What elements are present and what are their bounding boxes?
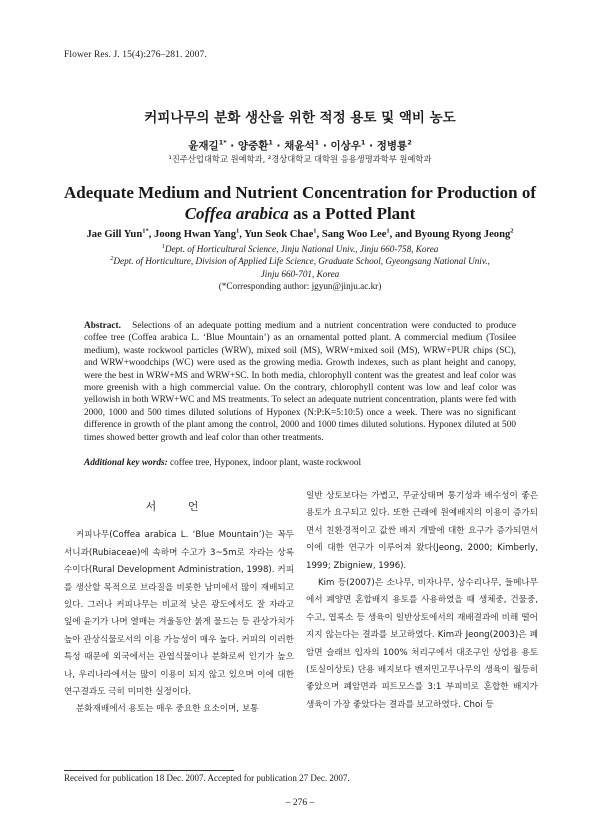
author-name: 윤재길 xyxy=(188,140,219,152)
body-paragraph: 분화재배에서 용토는 매우 중요한 요소이며, 보통 xyxy=(76,704,259,715)
body-column-right xyxy=(306,488,538,714)
english-affiliation: $^1$Dept. of Horticultural Science, Jinju National Univ., Jinju 660-758, Korea $^2$Dept. of Horticulture, Division of Applied Life Science, Graduate School, Gyeongsang National Univ., Jinju 660-701, Korea (*Corresponding author: jgyun@jinju.ac.kr) xyxy=(40,243,560,293)
footnote-divider xyxy=(64,770,234,771)
body-paragraph: 일반 상토보다는 가볍고, 무균상태며 통기성과 배수성이 좋은 용토가 요구되고 있다. 또한 근래에 원예배지의 이용이 증가되면서 친환경적이고 값싼 배지 개발에 대한 요구가 증가되면서 이에 대한 연구가 이루어져 왔다(Jeong, 2000; Kimberly, 1999; Zbigniew, 1996). xyxy=(306,491,538,571)
abstract xyxy=(84,320,516,444)
section-heading: 서 언 xyxy=(145,500,213,513)
body-column-left xyxy=(64,498,294,719)
page-number: – 276 – xyxy=(285,798,315,808)
author-name: 정병룡 xyxy=(376,140,408,152)
body-paragraph: 커피나무(Coffea arabica L. ‘Blue Mountain’)는 꼭두서니과(Rubiaceae)에 속하며 수고가 3~5m로 자라는 상록수이다(Rural Development Administration, 1998). 커피를 생산할 목적으로 브라질을 비롯한 남미에서 많이 재배되고 있다. 그러나 커피나무는 비교적 낮은 광도에서도 잘 자라고 잎에 윤기가 나며 열매는 겨울동안 붉게 물드는 등 관상가치가 높아 관상식물로서의 이용 가능성이 매우 높다. 커피의 이러한 특성 때문에 외국에서는 관엽식물이나 분화로써 인기가 높으나, 우리나라에서는 많이 이용이 되지 않고 있으며 이에 대한 연구결과도 극히 미미한 실정이다. xyxy=(64,530,294,698)
journal-reference: Flower Res. J. 15(4):276–281. 2007. xyxy=(64,50,207,60)
author-name: Jae Gill Yun xyxy=(86,229,143,240)
korean-affiliation: ¹진주산업대학교 원예학과, ²경상대학교 대학원 응용생명과학부 원예학과 xyxy=(168,154,432,164)
abstract-label: Abstract. xyxy=(84,321,121,331)
korean-title: 커피나무의 분화 생산을 위한 적정 용토 및 액비 농도 xyxy=(144,110,456,126)
author-name: 채윤석 xyxy=(284,140,315,152)
received-note: Received for publication 18 Dec. 2007. Accepted for publication 27 Dec. 2007. xyxy=(64,773,350,783)
english-title: Adequate Medium and Nutrient Concentration for Production of Coffea arabica as a Potted Plant xyxy=(63,183,537,223)
keywords-label: Additional key words: xyxy=(84,458,168,468)
author-name: and Byoung Ryong Jeong xyxy=(394,229,511,240)
author-name: Yun Seok Chae xyxy=(244,229,314,240)
author-name: 이상우 xyxy=(330,140,361,152)
body-paragraph: Kim 등(2007)은 소나무, 비자나무, 상수리나무, 들메나무에서 폐양면 혼합배지 용토를 사용하였을 때 생체중, 건물중, 수고, 엽록소 등 생육이 일반상토에서의 재배결과에 비해 떨어지지 않는다는 결과를 보고하였다. Kim과 Jeong(2003)은 폐암면 슬래브 입자의 100% 처리구에서 대조구인 상업용 용토(토실이상토) 단용 배지보다 벤저민고무나무의 생육이 월등히 좋았으며 폐암면과 피트모스를 3:1 부피비로 혼합한 배지가 생육이 가장 좋았다는 결과를 보고하였다. Choi 등 xyxy=(306,578,538,710)
abstract-text: Selections of an adequate potting medium and a nutrient concentration were conducted to produce coffee tree (Coffea arabica L. ‘Blue Mountain’) as an ornamental potted plant. A commercial medium (Tosilee medium), waste rockwool particles (WRW), mixed soil (MS), WRW+mixed soil (MS), WRW+PUR chips (SC), and WRW+woodchips (WC) were used as the growing media. Growth indexes, such as plant height and canopy, were the best in WRW+MS and WRW+SC. In both media, chlorophyll content was the greatest and leaf color was more greenish with a high commercial value. On the contrary, chlorophyll content was low and leaf color was yellowish in both WRW+WC and MS treatments. To select an adequate nutrient concentration, plants were fed with 2000, 1000 and 500 times diluted solutions of Hyponex (N:P:K=5:10:5) once a week. There was no significant difference in growth of the plant among the control, 2000 and 1000 times diluted solutions. Hyponex diluted at 500 times showed better growth and leaf color than other treatments. xyxy=(84,321,516,443)
key-words xyxy=(84,458,516,468)
english-author-list: Jae Gill Yun$^{1*}$, Joong Hwan Yang$^1$, Yun Seok Chae$^1$, Sang Woo Lee$^1$, and Byoung Ryong Jeong$^2$ xyxy=(86,227,514,240)
korean-author-list: 윤재길$^{1*}$ · 양중환$^1$ · 채윤석$^1$ · 이상우$^1$ · 정병룡$^2$ xyxy=(188,138,412,152)
keywords-text: coffee tree, Hyponex, indoor plant, waste rockwool xyxy=(167,458,362,468)
author-name: Sang Woo Lee xyxy=(321,229,387,240)
corresponding-author: (*Corresponding author: jgyun@jinju.ac.kr) xyxy=(218,281,382,292)
author-name: Joong Hwan Yang xyxy=(154,229,237,240)
author-name: 양중환 xyxy=(237,140,269,152)
